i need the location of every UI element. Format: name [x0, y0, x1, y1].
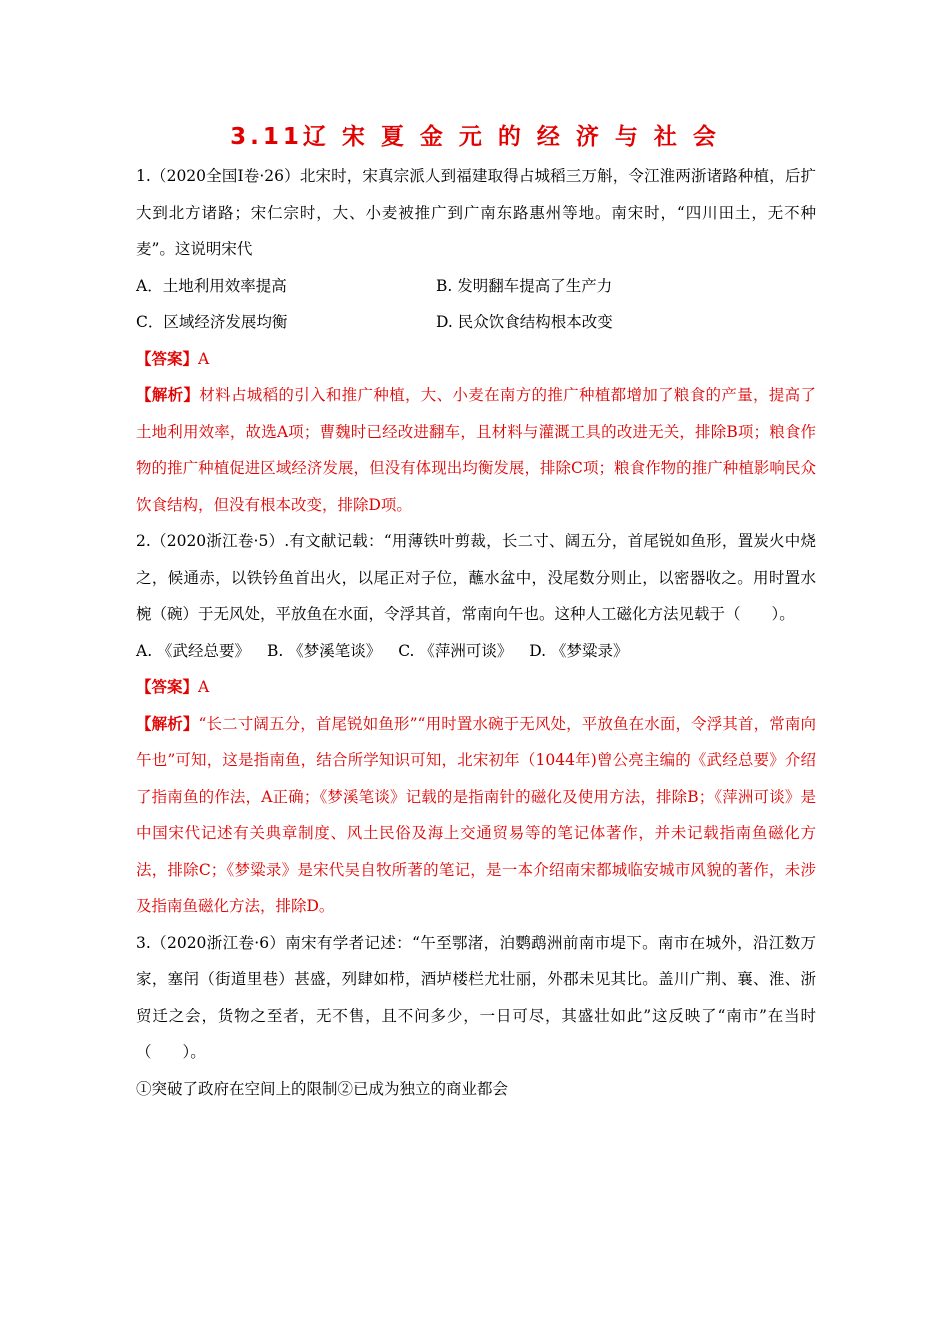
answer-label: 【答案】: [136, 348, 199, 368]
question-1-stem: 1.（2020全国Ⅰ卷·26）北宋时，宋真宗派人到福建取得占城稻三万斛，令江淮两浙诸路种植，后扩大到北方诸路；宋仁宗时，大、小麦被推广到广南东路惠州等地。南宋时，“四川田土，无不种麦”。这说明宋代: [136, 167, 816, 258]
analysis-label: 【解析】: [136, 713, 199, 733]
answer-value: A: [198, 678, 210, 696]
question-2-analysis: [136, 706, 816, 925]
question-1-options-row-1: [136, 268, 816, 305]
question-2-answer: [136, 669, 816, 706]
question-1-option-b: B. 发明翻车提高了生产力: [436, 276, 613, 295]
document-body: [136, 158, 816, 1107]
question-2-options: [136, 633, 816, 670]
answer-label: 【答案】: [136, 677, 199, 696]
analysis-text: 材料占城稻的引入和推广种植，大、小麦在南方的推广种植都增加了粮食的产量，提高了土地利用效率，故选A项；曹魏时已经改进翻车，且材料与灌溉工具的改进无关，排除B项；粮食作物的推广种植促进区域经济发展，但没有体现出均衡发展，排除C项；粮食作物的推广种植影响民众饮食结构，但没有根本改变，排除D项。: [136, 386, 816, 514]
question-1-answer: [136, 341, 816, 378]
question-2-option-d: D. 《梦粱录》: [529, 641, 629, 660]
question-3-stem: 3.（2020浙江卷·6）南宋有学者记述：“午至鄂渚，泊鹦鹉洲前南市堤下。南市在城外，沿江数万家，塞闬（街道里巷）甚盛，列肆如栉，酒垆楼栏尤壮丽，外郡未见其比。盖川广荆、襄、淮、浙贸迁之会，货物之至者，无不售，且不问多少，一日可尽，其盛壮如此”这反映了“南市”在当时（ ）。: [136, 933, 816, 1061]
question-1-analysis: [136, 377, 816, 523]
page-title: 3.11辽 宋 夏 金 元 的 经 济 与 社 会: [230, 124, 720, 150]
question-3-items: ①突破了政府在空间上的限制②已成为独立的商业都会: [136, 1079, 509, 1098]
question-2-stem: 2.（2020浙江卷·5）.有文献记载：“用薄铁叶剪裁，长二寸、阔五分，首尾锐如鱼形，置炭火中烧之，候通赤，以铁钤鱼首出火，以尾正对子位，蘸水盆中，没尾数分则止，以密器收之。用时置水椀（碗）于无风处，平放鱼在水面，令浮其首，常南向午也。这种人工磁化方法见载于（ ）。: [136, 532, 816, 623]
question-1-options-row-2: [136, 304, 816, 341]
question-1-option-a: A．土地利用效率提高: [136, 276, 287, 295]
analysis-label: 【解析】: [136, 385, 200, 404]
analysis-text: “长二寸阔五分，首尾锐如鱼形”“用时置水碗于无风处，平放鱼在水面，令浮其首，常南向午也”可知，这是指南鱼，结合所学知识可知，北宋初年（1044年)曾公亮主编的《武经总要》介绍了指南鱼的作法，A正确；《梦溪笔谈》记载的是指南针的磁化及使用方法，排除B；《萍洲可谈》是中国宋代记述有关典章制度、风土民俗及海上交通贸易等的笔记体著作，并未记载指南鱼磁化方法，排除C；《梦粱录》是宋代吴自牧所著的笔记，是一本介绍南宋都城临安城市风貌的著作，未涉及指南鱼磁化方法，排除D。: [136, 714, 816, 915]
question-2-option-a: A. 《武经总要》: [136, 641, 251, 660]
question-2-option-b: B. 《梦溪笔谈》: [267, 641, 382, 660]
answer-value: A: [198, 349, 210, 368]
question-2-option-c: C. 《萍洲可谈》: [398, 641, 513, 660]
question-1-option-d: D. 民众饮食结构根本改变: [436, 313, 613, 331]
question-1-option-c: C．区域经济发展均衡: [136, 313, 288, 331]
